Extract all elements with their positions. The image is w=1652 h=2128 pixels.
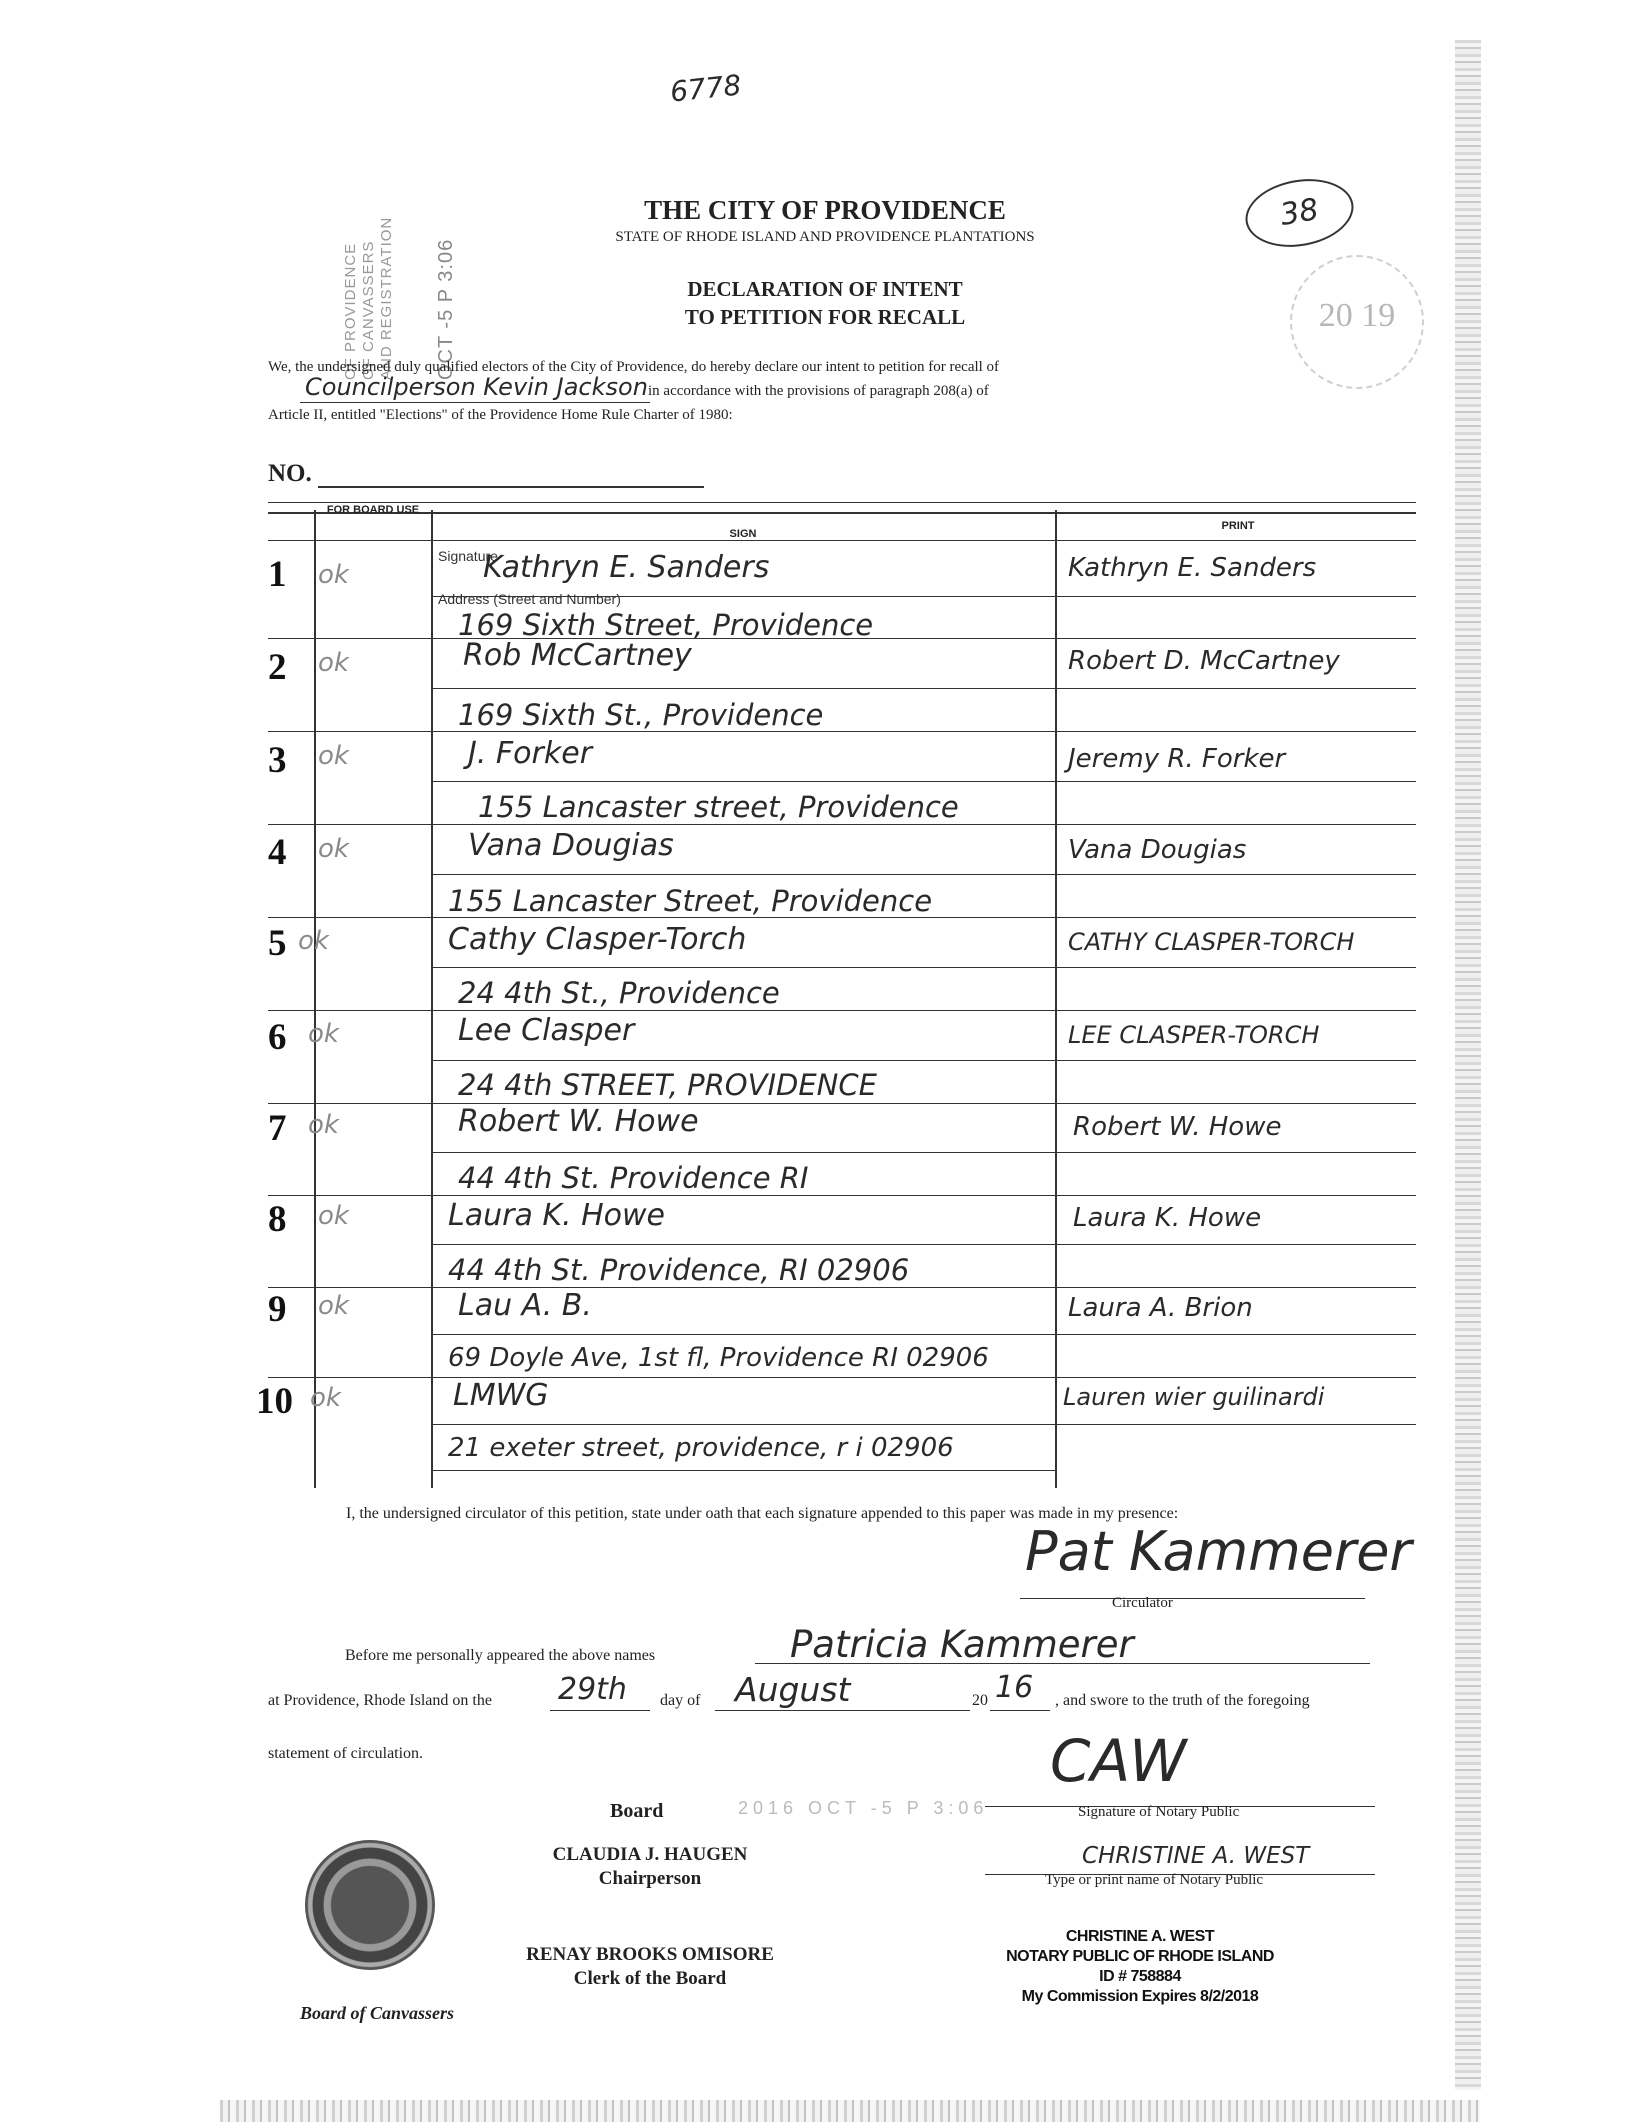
recall-target-name: Councilperson Kevin Jackson (305, 373, 648, 401)
declaration-heading (560, 275, 1090, 331)
signature: Cathy Clasper-Torch (448, 922, 747, 957)
notary-printed-name: CHRISTINE A. WEST (1082, 1843, 1310, 1869)
before-me-text: Before me personally appeared the above names (345, 1647, 656, 1664)
signature: Laura K. Howe (448, 1198, 666, 1233)
signature: Lee Clasper (458, 1013, 635, 1048)
row-number: 9 (268, 1289, 287, 1330)
printed-name: Kathryn E. Sanders (1068, 553, 1317, 583)
declaration-line-2: TO PETITION FOR RECALL (684, 305, 966, 329)
day-line (550, 1710, 650, 1711)
petition-no-label: NO. (268, 460, 312, 487)
board-ok-mark: ok (318, 1201, 349, 1231)
city-seal-icon (305, 1840, 435, 1970)
row-divider (431, 1060, 1416, 1061)
row-number: 5 (268, 923, 287, 964)
declaration-line-1: DECLARATION OF INTENT (687, 277, 963, 301)
row-divider (268, 731, 1416, 732)
row-number: 7 (268, 1108, 287, 1149)
chairperson-name: CLAUDIA J. HAUGEN (552, 1844, 748, 1865)
month-value: August (735, 1670, 851, 1709)
row-divider (268, 1287, 1416, 1288)
address: 24 4th STREET, PROVIDENCE (458, 1068, 877, 1102)
circled-page-number: 38 (1240, 171, 1359, 255)
board-ok-mark: ok (298, 926, 329, 956)
printed-name: Robert W. Howe (1073, 1112, 1282, 1142)
table-col-line-print (1055, 510, 1057, 1488)
notary-stamp-line-1: CHRISTINE A. WEST (1065, 1928, 1215, 1945)
printed-name: Robert D. McCartney (1068, 646, 1340, 676)
intro-line-2: in accordance with the provisions of paragraph 208(a) of (648, 383, 989, 399)
address: 21 exeter street, providence, r i 02906 (448, 1433, 954, 1463)
table-header-rule (268, 512, 1416, 514)
intro-line-1: We, the undersigned duly qualified electors of the City of Providence, do hereby declare our intent to petition for recall of (268, 359, 1000, 375)
notary-stamp-line-3: ID # 758884 (1099, 1968, 1181, 1985)
oath-text: I, the undersigned circulator of this petition, state under oath that each signature appended to this paper was made in my presence: (346, 1505, 1179, 1522)
row-divider (268, 824, 1416, 825)
signature: Lau A. B. (458, 1288, 592, 1323)
table-col-line-left (314, 510, 316, 1488)
address: 155 Lancaster Street, Providence (448, 884, 933, 918)
row-divider (268, 917, 1416, 918)
row-divider (431, 781, 1416, 782)
notary-print-label: Type or print name of Notary Public (1045, 1872, 1264, 1888)
board-of-canvassers: Board of Canvassers (300, 2003, 455, 2023)
board-ok-mark: ok (308, 1110, 339, 1140)
signature: LMWG (453, 1378, 549, 1413)
chairperson-block (520, 1843, 780, 1891)
address: 69 Doyle Ave, 1st fl, Providence RI 02906 (448, 1343, 989, 1373)
recall-name-line (300, 402, 650, 403)
received-stamp-line-3: AND REGISTRATION (378, 216, 395, 380)
signature: Vana Dougias (468, 828, 674, 863)
received-stamp-datetime: OCT -5 P 3:06 (435, 238, 457, 380)
notary-stamp (990, 1927, 1290, 2007)
row-number: 2 (268, 647, 287, 688)
signature-field-label: Signature (438, 548, 498, 564)
clerk-block (470, 1943, 830, 1991)
board-ok-mark: ok (318, 648, 349, 678)
printed-name: Lauren wier guilinardi (1063, 1383, 1325, 1411)
row-divider (268, 638, 1416, 639)
table-header-bottom-rule (268, 540, 1416, 541)
row-divider (431, 1244, 1416, 1245)
printed-name: CATHY CLASPER-TORCH (1068, 928, 1355, 956)
row-divider (268, 1103, 1416, 1104)
printed-name: Vana Dougias (1068, 835, 1247, 865)
row-number: 3 (268, 740, 287, 781)
address: 169 Sixth Street, Providence (458, 608, 874, 642)
clerk-title: Clerk of the Board (573, 1968, 727, 1989)
board-ok-mark: ok (318, 834, 349, 864)
notary-stamp-line-2: NOTARY PUBLIC OF RHODE ISLAND (1006, 1948, 1274, 1965)
board-ok-mark: ok (310, 1383, 341, 1413)
year-value: 16 (995, 1670, 1034, 1705)
address: 44 4th St. Providence, RI 02906 (448, 1253, 910, 1287)
circulator-signature-line (1020, 1598, 1365, 1599)
received-stamp-line-2: OF CANVASSERS (360, 240, 377, 380)
row-divider (268, 1377, 1416, 1378)
address: 169 Sixth St., Providence (458, 698, 824, 732)
chairperson-title: Chairperson (598, 1868, 702, 1889)
appeared-name: Patricia Kammerer (790, 1623, 1134, 1666)
table-col-line-board (431, 510, 433, 1488)
document-number: 6778 (668, 68, 743, 109)
month-line (715, 1710, 970, 1711)
circulator-signature: Pat Kammerer (1025, 1520, 1412, 1583)
address: 155 Lancaster street, Providence (478, 790, 959, 824)
col-header-print: PRINT (1221, 520, 1255, 532)
row-divider (431, 1334, 1416, 1335)
intro-line-3: Article II, entitled "Elections" of the Providence Home Rule Charter of 1980: (268, 407, 733, 423)
appeared-name-line (755, 1663, 1370, 1664)
day-of-text: day of (660, 1692, 701, 1709)
row-number: 8 (268, 1199, 287, 1240)
faded-date-stamp: 2016 OCT -5 P 3:06 (738, 1798, 989, 1818)
page-title: THE CITY OF PROVIDENCE (644, 195, 1006, 225)
address: 24 4th St., Providence (458, 976, 780, 1010)
address-field-label: Address (Street and Number) (438, 591, 621, 607)
signature-table (256, 498, 1416, 1488)
scan-edge-right (1455, 40, 1481, 2090)
row-number: 10 (256, 1381, 293, 1422)
page-subtitle: STATE OF RHODE ISLAND AND PROVIDENCE PLANTATIONS (615, 229, 1035, 245)
notary-signature-label: Signature of Notary Public (1078, 1804, 1240, 1820)
row-divider (431, 688, 1416, 689)
row-divider (431, 1152, 1416, 1153)
printed-name: LEE CLASPER-TORCH (1068, 1021, 1320, 1049)
at-providence-text: at Providence, Rhode Island on the (268, 1692, 492, 1709)
printed-name: Jeremy R. Forker (1068, 744, 1286, 774)
signature: Robert W. Howe (458, 1104, 699, 1139)
signature: J. Forker (468, 736, 593, 771)
statement-text: statement of circulation. (268, 1745, 424, 1762)
board-ok-mark: ok (308, 1019, 339, 1049)
clerk-name: RENAY BROOKS OMISORE (526, 1944, 774, 1965)
petition-no-line (318, 486, 704, 488)
day-value: 29th (558, 1672, 627, 1707)
scan-edge-bottom (220, 2100, 1480, 2122)
row-divider (431, 1470, 1055, 1471)
row-number: 6 (268, 1017, 287, 1058)
board-ok-mark: ok (318, 1291, 349, 1321)
received-stamp-line-1: OF PROVIDENCE (342, 242, 359, 380)
notary-stamp-line-4: My Commission Expires 8/2/2018 (1021, 1988, 1259, 2005)
row-divider (268, 1195, 1416, 1196)
board-label: Board (610, 1800, 664, 1822)
row-divider (431, 874, 1416, 875)
notary-signature: CAW (1050, 1727, 1187, 1795)
swore-text: , and swore to the truth of the foregoing (1055, 1692, 1310, 1709)
year-prefix: 20 (972, 1692, 988, 1709)
board-ok-mark: ok (318, 560, 349, 590)
row-number: 4 (268, 832, 287, 873)
faint-stamp-text: 20 19 (1318, 297, 1396, 334)
signature: Rob McCartney (463, 638, 692, 673)
circulator-label: Circulator (1112, 1595, 1173, 1611)
printed-name: Laura K. Howe (1073, 1203, 1262, 1233)
signature: Kathryn E. Sanders (483, 550, 770, 585)
year-line (990, 1710, 1050, 1711)
table-top-rule (268, 502, 1416, 503)
row-divider (431, 967, 1416, 968)
row-divider (431, 1424, 1416, 1425)
printed-name: Laura A. Brion (1068, 1293, 1253, 1323)
board-ok-mark: ok (318, 741, 349, 771)
address: 44 4th St. Providence RI (458, 1161, 809, 1195)
row-divider (431, 596, 1416, 597)
row-number: 1 (268, 554, 287, 595)
col-header-board-use: FOR BOARD USE (326, 504, 420, 516)
row-divider (268, 1010, 1416, 1011)
col-header-sign: SIGN (729, 528, 757, 540)
